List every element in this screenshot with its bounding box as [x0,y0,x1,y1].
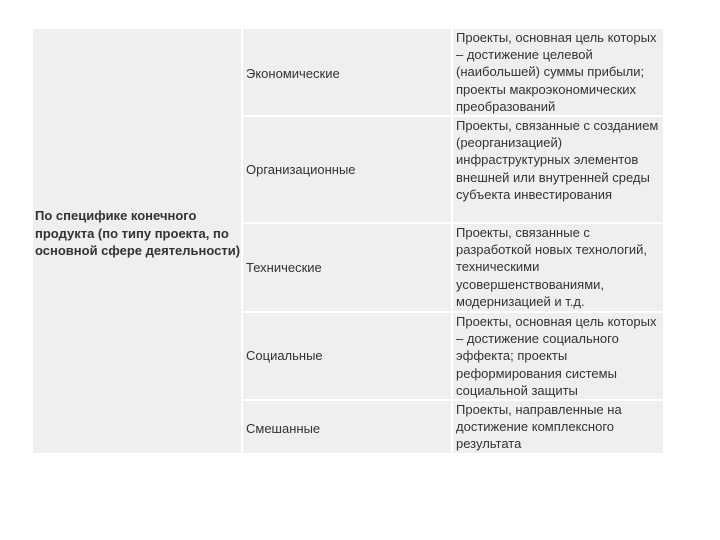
type-label-social: Социальные [246,348,323,363]
description-cell-economic [453,29,663,115]
type-cell-mixed [243,401,451,453]
description-organizational: Проекты, связанные с созданием (реорганизацией) инфраструктурных элементов внешней или внутренней среды субъекта инвестирования [456,118,659,202]
description-cell-social [453,313,663,399]
type-cell-economic [243,29,451,115]
description-economic: Проекты, основная цель которых – достижение целевой (наибольшей) суммы прибыли; проекты макроэкономических преобразований [456,30,657,114]
description-cell-organizational [453,117,663,222]
category-label: По специфике конечного продукта (по типу проекта, по основной сфере деятельности) [35,208,241,258]
type-label-organizational: Организационные [246,162,356,177]
description-cell-mixed [453,401,663,453]
category-cell [33,29,241,453]
type-cell-social [243,313,451,399]
type-label-mixed: Смешанные [246,421,321,436]
classification-table [33,29,663,453]
description-social: Проекты, основная цель которых – достижение социального эффекта; проекты реформирования системы социальной защиты [456,314,657,398]
type-label-technical: Технические [246,260,322,275]
type-cell-technical [243,224,451,311]
type-label-economic: Экономические [246,66,340,81]
description-mixed: Проекты, направленные на достижение комплексного результата [456,402,622,452]
description-technical: Проекты, связанные с разработкой новых технологий, техническими усовершенствованиями, модернизацией и т.д. [456,225,648,309]
description-cell-technical [453,224,663,311]
type-cell-organizational [243,117,451,222]
